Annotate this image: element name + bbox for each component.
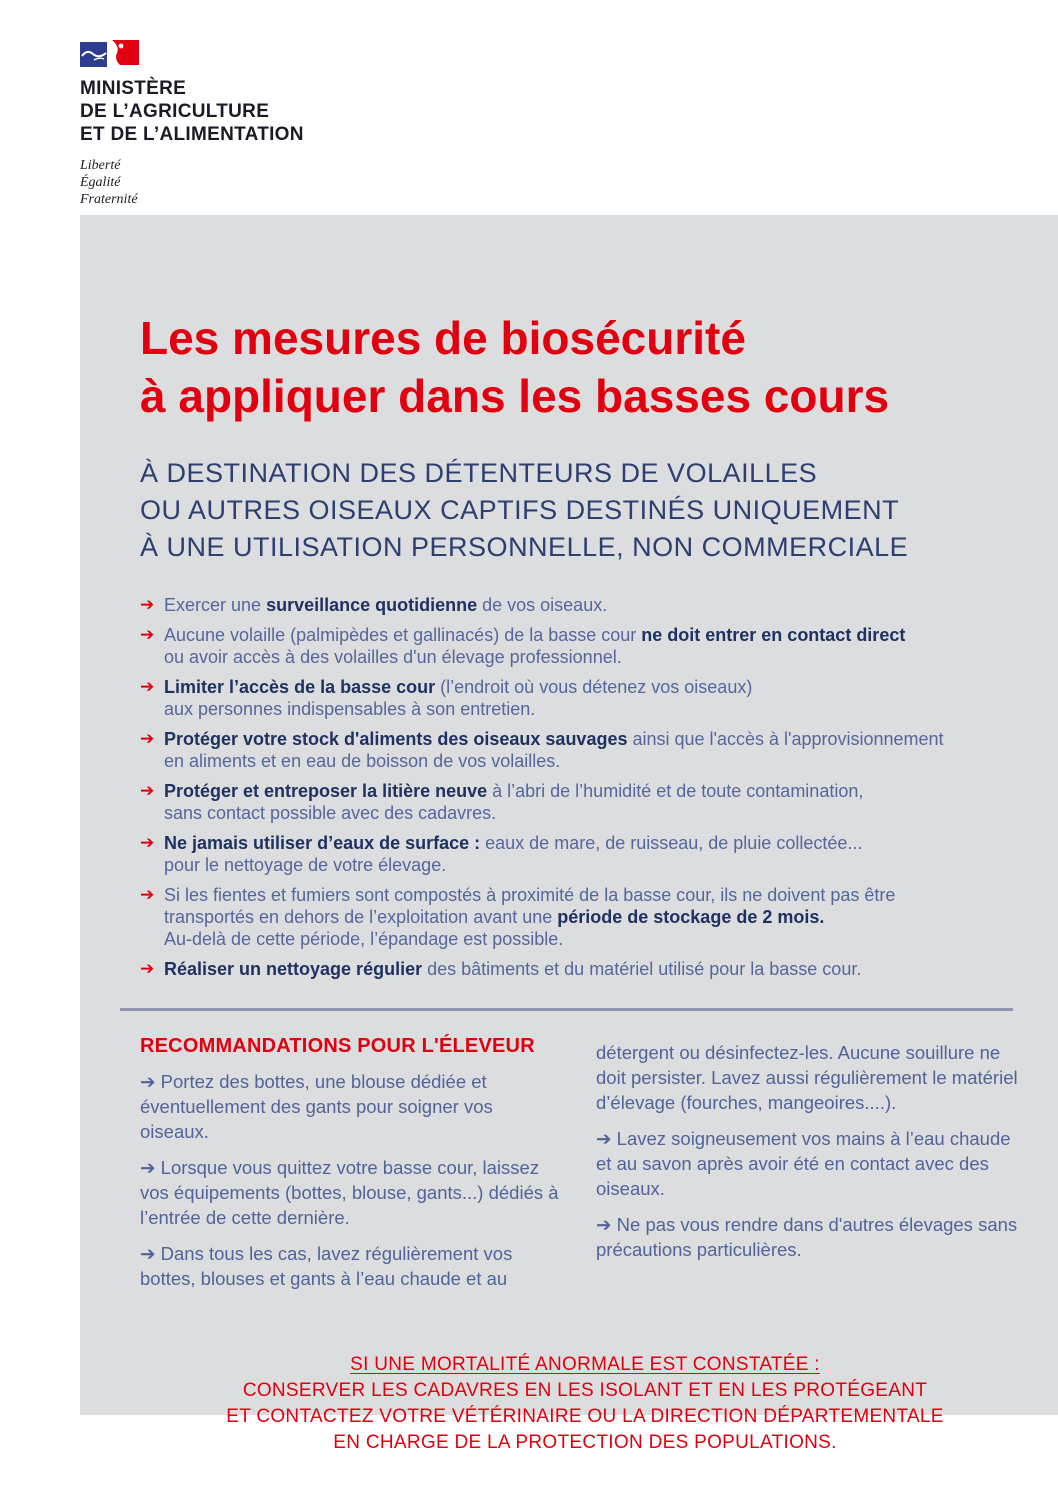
recommendation-paragraph: ➔ Ne pas vous rendre dans d'autres élevages sans précautions particulières. (596, 1214, 1018, 1260)
recommendations-section (140, 1033, 1030, 1302)
bullet-text: en aliments et en eau de boisson de vos volailles. (164, 751, 561, 771)
recommendations-heading: RECOMMANDATIONS POUR L'ÉLEVEUR (140, 1035, 535, 1057)
arrow-icon: ➔ (140, 677, 155, 696)
subtitle-line: OU AUTRES OISEAUX CAPTIFS DESTINÉS UNIQUEMENT (140, 495, 900, 525)
arrow-icon: ➔ (140, 1157, 161, 1178)
bullet-text: (l’endroit où vous détenez vos oiseaux) (435, 677, 753, 697)
bullet-text: à l’abri de l’humidité et de toute contamination, (487, 781, 864, 801)
arrow-icon: ➔ (140, 1071, 161, 1092)
motto-line: Liberté (80, 158, 121, 173)
government-header (80, 40, 304, 208)
alert-line: SI UNE MORTALITÉ ANORMALE EST CONSTATÉE : (350, 1354, 820, 1375)
ministry-line: DE L’AGRICULTURE (80, 101, 270, 122)
bullet-item (140, 676, 1030, 720)
subtitle-line: À UNE UTILISATION PERSONNELLE, NON COMMERCIALE (140, 532, 909, 562)
motto-line: Fraternité (80, 192, 138, 207)
page-title (140, 215, 1030, 425)
section-divider (120, 1008, 1013, 1011)
recommendation-paragraph: ➔ Lavez soigneusement vos mains à l’eau chaude et au savon après avoir été en contact avec des oiseaux. (596, 1128, 1011, 1199)
french-republic-flag-icon (80, 40, 140, 68)
bullet-text-bold: Ne jamais utiliser d’eaux de surface : (164, 833, 481, 853)
content-panel (80, 215, 1058, 1453)
mortality-alert-banner (140, 1352, 1030, 1456)
bullet-text: eaux de mare, de ruisseau, de pluie collectée... (480, 833, 863, 853)
arrow-icon: ➔ (140, 595, 155, 614)
arrow-icon: ➔ (140, 885, 155, 904)
arrow-icon: ➔ (140, 625, 155, 644)
alert-line: EN CHARGE DE LA PROTECTION DES POPULATIONS. (333, 1432, 837, 1453)
recommendation-paragraph: détergent ou désinfectez-les. Aucune souillure ne doit persister. Lavez aussi régulièrement le matériel d’élevage (fourches, mangeoires....). (596, 1042, 1018, 1113)
arrow-icon: ➔ (596, 1128, 617, 1149)
recommendation-paragraph: ➔ Dans tous les cas, lavez régulièrement vos bottes, blouses et gants à l’eau chaude et au (140, 1243, 513, 1289)
bullet-item (140, 832, 1030, 876)
recommendation-paragraph: ➔ Lorsque vous quittez votre basse cour, laissez vos équipements (bottes, blouse, gants...) dédiés à l’entrée de cette dernière. (140, 1157, 559, 1228)
bullet-text-bold: Limiter l’accès de la basse cour (164, 677, 436, 697)
arrow-icon: ➔ (140, 781, 155, 800)
bullet-text: pour le nettoyage de votre élevage. (164, 855, 447, 875)
bullet-text-bold: ne doit entrer en contact direct (641, 625, 906, 645)
title-line: Les mesures de biosécurité (140, 312, 746, 364)
biosecurity-measures-list (140, 594, 1030, 980)
ministry-line: ET DE L’ALIMENTATION (80, 124, 304, 145)
bullet-text-bold: Protéger et entreposer la litière neuve (164, 781, 488, 801)
bullet-text: aux personnes indispensables à son entretien. (164, 699, 536, 719)
page-subtitle (140, 455, 1030, 566)
bullet-text: Si les fientes et fumiers sont compostés à proximité de la basse cour, ils ne doivent pas être (164, 885, 896, 905)
arrow-icon: ➔ (140, 833, 155, 852)
bullet-item (140, 780, 1030, 824)
alert-line: CONSERVER LES CADAVRES EN LES ISOLANT ET EN LES PROTÉGEANT (242, 1380, 928, 1401)
recommendations-column-left (140, 1033, 566, 1302)
bullet-text: de vos oiseaux. (477, 595, 608, 615)
arrow-icon: ➔ (140, 959, 155, 978)
recommendations-right-paragraphs (596, 1040, 1022, 1262)
alert-line: ET CONTACTEZ VOTRE VÉTÉRINAIRE OU LA DIRECTION DÉPARTEMENTALE (226, 1406, 944, 1427)
bullet-item (140, 728, 1030, 772)
bullet-text: ainsi que l'accès à l'approvisionnement (627, 729, 944, 749)
bullet-item (140, 624, 1030, 668)
republic-motto (80, 157, 304, 208)
bullet-text: transportés en dehors de l’exploitation avant une (164, 907, 558, 927)
recommendations-left-paragraphs (140, 1069, 566, 1291)
bullet-text-bold: Protéger votre stock d'aliments des oiseaux sauvages (164, 729, 628, 749)
arrow-icon: ➔ (140, 729, 155, 748)
bullet-item (140, 884, 1030, 950)
bullet-text: Au-delà de cette période, l’épandage est possible. (164, 929, 564, 949)
motto-line: Égalité (80, 175, 121, 190)
title-line: à appliquer dans les basses cours (140, 370, 890, 422)
bullet-text: ou avoir accès à des volailles d'un élevage professionnel. (164, 647, 622, 667)
bullet-text-bold: période de stockage de 2 mois. (557, 907, 825, 927)
recommendations-column-right (596, 1033, 1022, 1302)
bullet-text-bold: Réaliser un nettoyage régulier (164, 959, 423, 979)
bullet-text: Exercer une (164, 595, 267, 615)
recommendation-paragraph: ➔ Portez des bottes, une blouse dédiée et éventuellement des gants pour soigner vos oiseaux. (140, 1071, 493, 1142)
bullet-item (140, 594, 1030, 616)
bullet-text: des bâtiments et du matériel utilisé pour la basse cour. (422, 959, 862, 979)
ministry-line: MINISTÈRE (80, 78, 187, 99)
bullet-text: Aucune volaille (palmipèdes et gallinacés) de la basse cour (164, 625, 642, 645)
subtitle-line: À DESTINATION DES DÉTENTEURS DE VOLAILLES (140, 458, 818, 488)
arrow-icon: ➔ (596, 1214, 617, 1235)
bullet-text-bold: surveillance quotidienne (266, 595, 478, 615)
bullet-text: sans contact possible avec des cadavres. (164, 803, 497, 823)
arrow-icon: ➔ (140, 1243, 161, 1264)
ministry-name (80, 77, 304, 146)
bullet-item (140, 958, 1030, 980)
